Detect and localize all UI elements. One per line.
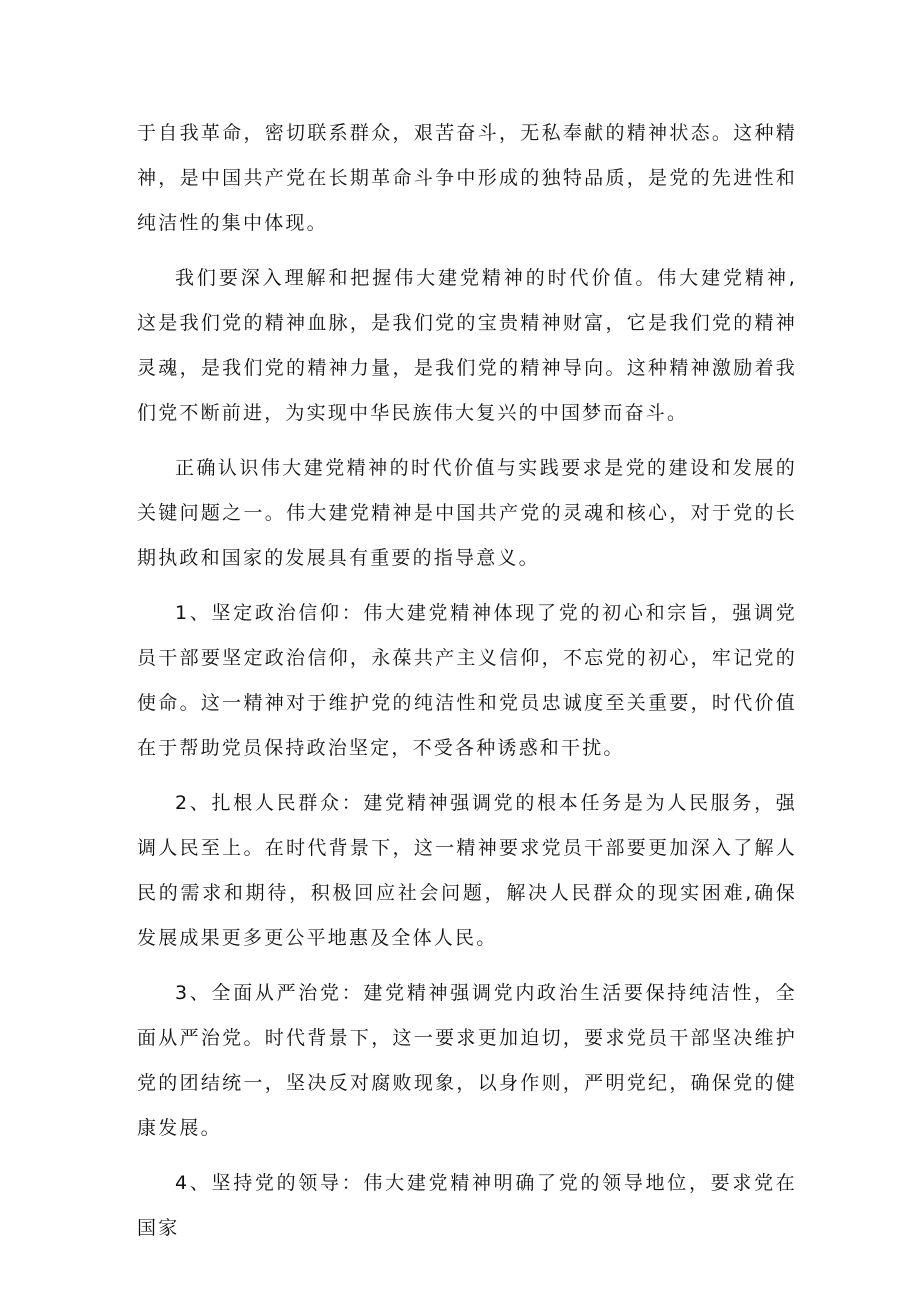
paragraph-continued: 于自我革命，密切联系群众，艰苦奋斗，无私奉献的精神状态。这种精神，是中国共产党在长期革命斗争中形成的独特品质，是党的先进性和纯洁性的集中体现。: [137, 122, 797, 234]
list-item-strict-governance: 3、全面从严治党：建党精神强调党内政治生活要保持纯洁性，全面从严治党。时代背景下，这一要求更加迫切，要求党员干部坚决维护党的团结统一，坚决反对腐败现象，以身作则，严明党纪，确保党的健康发展。: [137, 982, 797, 1139]
list-item-people-rooted: 2、扎根人民群众：建党精神强调党的根本任务是为人民服务，强调人民至上。在时代背景下，这一精神要求党员干部要更加深入了解人民的需求和期待，积极回应社会问题，解决人民群众的现实困难,确保发展成果更多更公平地惠及全体人民。: [137, 792, 797, 949]
list-item-party-leadership: 4、坚持党的领导：伟大建党精神明确了党的领导地位，要求党在国家: [137, 1172, 797, 1239]
list-item-political-belief: 1、坚定政治信仰：伟大建党精神体现了党的初心和宗旨，强调党员干部要坚定政治信仰，永葆共产主义信仰，不忘党的初心，牢记党的使命。这一精神对于维护党的纯洁性和党员忠诚度至关重要，时代价值在于帮助党员保持政治坚定，不受各种诱惑和干扰。: [137, 602, 797, 759]
paragraph-key-issue: 正确认识伟大建党精神的时代价值与实践要求是党的建设和发展的关键问题之一。伟大建党精神是中国共产党的灵魂和核心，对于党的长期执政和国家的发展具有重要的指导意义。: [137, 457, 797, 569]
document-body: [137, 111, 797, 1261]
paragraph-era-value: 我们要深入理解和把握伟大建党精神的时代价值。伟大建党精神,这是我们党的精神血脉，是我们党的宝贵精神财富，它是我们党的精神灵魂，是我们党的精神力量，是我们党的精神导向。这种精神激励着我们党不断前进，为实现中华民族伟大复兴的中国梦而奋斗。: [137, 267, 797, 424]
